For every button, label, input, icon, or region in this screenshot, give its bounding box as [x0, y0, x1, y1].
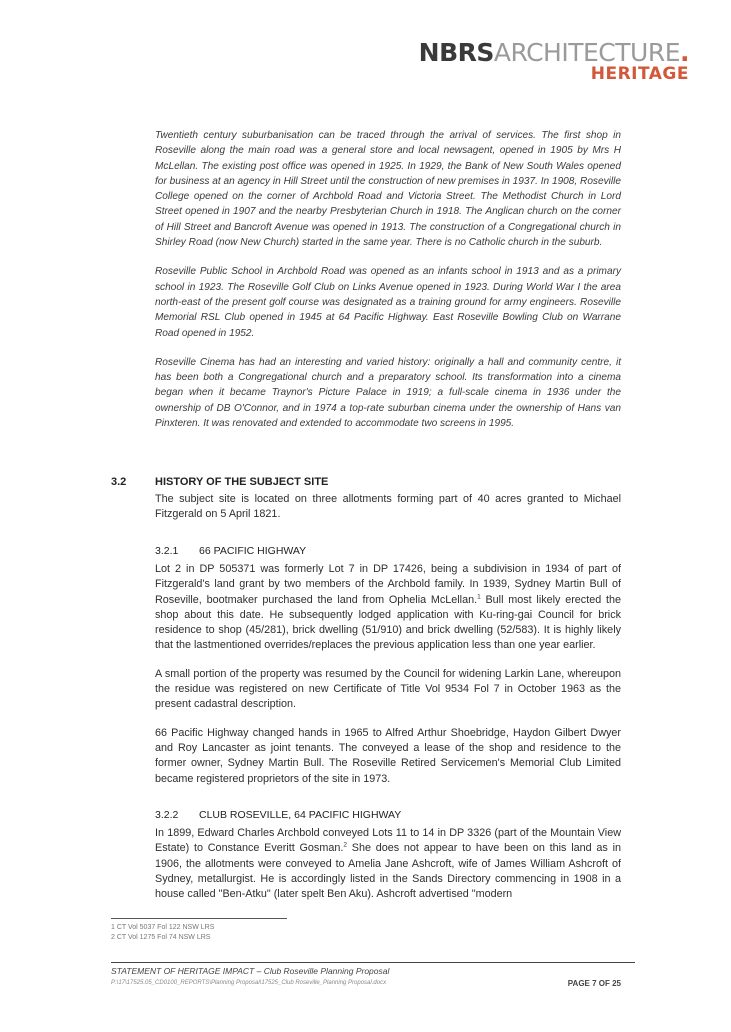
- sub2-paragraph-1-rest: She does not appear to have been on this land as in 1906, the allotments were conveyed to Amelia Jane Ashcroft, wife of James William Ashcroft of Sydney, metallurgist. He is accordingly listed in the Sands Directory commencing in 1908 in a house called "Ben-Atku" (later spelt Ben Aku). Ashcroft advertised "modern: [155, 842, 621, 901]
- subsection-heading-2: [155, 809, 401, 821]
- footer-file-path: P:\17\17525.05_CD0100_REPORTS\Planning Proposal\17525_Club Roseville_Planning Proposal.docx: [111, 980, 387, 986]
- subsection-2-body: [155, 826, 621, 915]
- footnote-divider: [111, 918, 287, 919]
- page-number: PAGE 7 OF 25: [567, 979, 621, 988]
- italic-paragraph-3: Roseville Cinema has had an interesting and varied history: originally a hall and community centre, it has been both a Congregational church and a preparatory school. Its transformation into a cinema began when it became Traynor's Picture Palace in 1919; a full-scale cinema in 1936 under the ownership of DB O'Connor, and in 1974 a top-rate suburban cinema under the ownership of Hans van Pinxteren. It was renovated and extended to accommodate two screens in 1995.: [155, 356, 621, 430]
- sub2-paragraph-1-text: In 1899, Edward Charles Archbold conveyed Lots 11 to 14 in DP 3326 (part of the Mountain View Estate) to Constance Everitt Gosman.: [155, 827, 621, 855]
- subsection-1-title: 66 PACIFIC HIGHWAY: [199, 545, 307, 557]
- subsection-1-body: [155, 562, 621, 800]
- footer-title: STATEMENT OF HERITAGE IMPACT – Club Roseville Planning Proposal: [111, 966, 390, 976]
- subsection-2-title: CLUB ROSEVILLE, 64 PACIFIC HIGHWAY: [199, 809, 402, 821]
- footnote-ref-1[interactable]: 1: [477, 593, 481, 600]
- subsection-heading-1: [155, 545, 306, 557]
- logo-wordmark: [419, 40, 689, 65]
- sub1-paragraph-1-text: Lot 2 in DP 505371 was formerly Lot 7 in DP 17426, being a subdivision in 1934 of part of Fitzgerald's land grant by two members of the Archbold family. In 1939, Sydney Martin Bull of Roseville, bootmaker purchased the land from Ophelia McLellan.: [155, 563, 621, 606]
- section-number: 3.2: [111, 476, 127, 488]
- nbrs-architecture-heritage-logo: [419, 40, 689, 83]
- footnotes: [111, 923, 214, 943]
- section-intro-paragraph: The subject site is located on three allotments forming part of 40 acres granted to Michael Fitzgerald on 5 April 1821.: [155, 493, 621, 521]
- footnote-2: 2 CT Vol 1275 Fol 74 NSW LRS: [111, 934, 211, 941]
- subsection-2-number: 3.2.2: [155, 809, 179, 821]
- sub1-paragraph-1: [155, 562, 621, 654]
- footer-divider: [111, 962, 635, 963]
- sub2-paragraph-1: [155, 826, 621, 902]
- logo-architecture: ARCHITECTURE: [493, 38, 680, 67]
- logo-nbrs: NBRS: [418, 38, 494, 67]
- italic-paragraph-1: Twentieth century suburbanisation can be traced through the arrival of services. The first shop in Roseville along the main road was a general store and local newsagent, opened in 1905 by Mrs H McLellan. The existing post office was opened in 1925. In 1929, the Bank of New South Wales opened for business at an agency in Hill Street until the construction of new premises in 1937. In 1908, Roseville College opened on the corner of Archbold Road and Victoria Street. The Methodist Church in Lord Street opened in 1907 and the nearby Presbyterian Church in 1918. The Anglican church on the corner of Hill Street and Bancroft Avenue was opened in 1913. The construction of a Congregational church in Shirley Road (now New Church) started in the same year. There is no Catholic church in the suburb.: [155, 130, 621, 249]
- sub1-paragraph-2: A small portion of the property was resumed by the Council for widening Larkin Lane, whereupon the residue was registered on new Certificate of Title Vol 9534 Fol 7 in October 1963 as the present cadastral description.: [155, 667, 621, 711]
- italic-paragraph-2: Roseville Public School in Archbold Road was opened as an infants school in 1913 and as a primary school in 1923. The Roseville Golf Club on Links Avenue opened in 1923. During World War I the area north-east of the present golf course was designated as a training ground for army engineers. Roseville Memorial RSL Club opened in 1945 at 64 Pacific Highway. East Roseville Bowling Club on Warrane Road opened in 1952.: [155, 266, 621, 339]
- sub1-paragraph-3: 66 Pacific Highway changed hands in 1965 to Alfred Arthur Shoebridge, Haydon Gilbert Dwyer and Roy Lancaster as joint tenants. The conveyed a lease of the shop and residence to the former owner, Sydney Martin Bull. The Roseville Retired Servicemen's Memorial Club Limited became registered proprietors of the site in 1973.: [155, 726, 621, 785]
- sub1-paragraph-1-rest: Bull most likely erected the shop about this date. He subsequently lodged application with Ku-ring-gai Council for brick residence to shop (45/281), brick dwelling (51/910) and brick dwelling (52/583). It is highly likely that the lastmentioned overrides/replaces the previous application less than one year earlier.: [155, 593, 621, 652]
- logo-heritage: HERITAGE: [590, 64, 689, 84]
- section-intro: [155, 492, 621, 536]
- footnote-ref-2[interactable]: 2: [343, 841, 347, 849]
- logo-dot: .: [680, 38, 689, 67]
- quoted-history-block: [155, 128, 621, 445]
- subsection-1-number: 3.2.1: [155, 545, 179, 557]
- footnote-1: 1 CT Vol 5037 Fol 122 NSW LRS: [111, 924, 215, 931]
- section-title: HISTORY OF THE SUBJECT SITE: [155, 476, 329, 488]
